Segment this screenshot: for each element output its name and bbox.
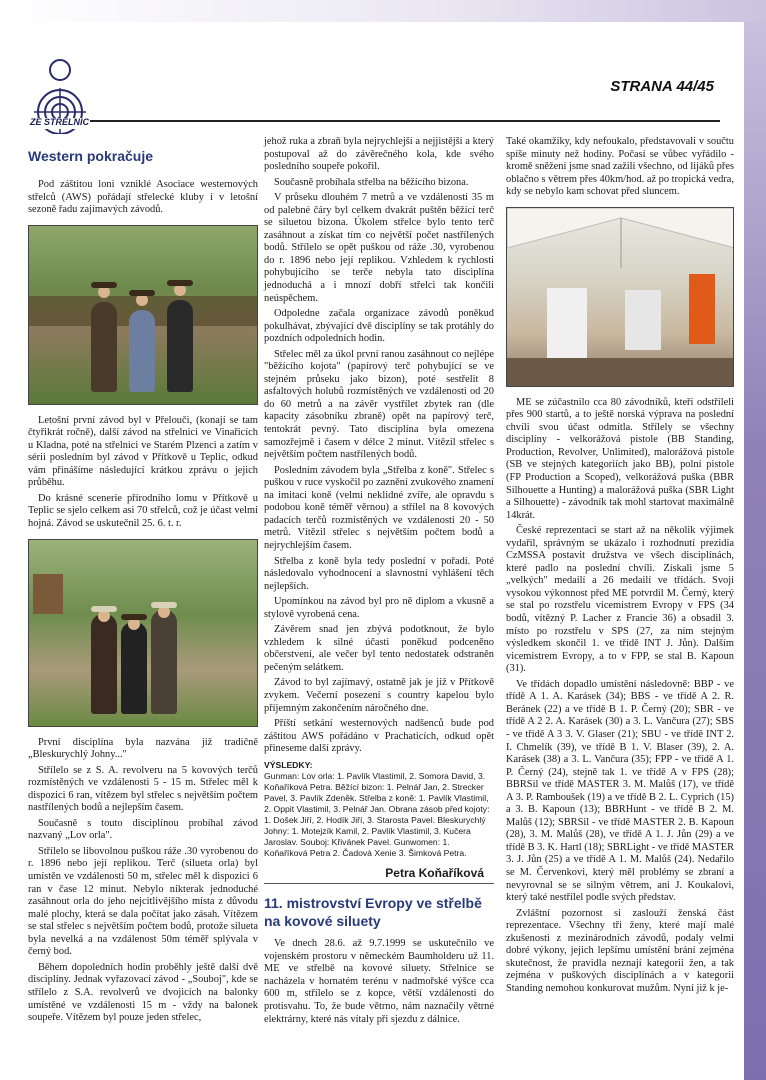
paragraph: První disciplína byla nazvána již tradičně „Bleskurychlý Johny..." [28, 736, 258, 761]
paragraph: Závěrem snad jen zbývá podotknout, že bylo vzhledem k silné účasti poněkud podceněno občerstvení, ale večer byl tento nedostatek odstraněn pečeným selátkem. [264, 624, 494, 673]
paragraph: Také okamžiky, kdy nefoukalo, představovali v součtu spíše minuty než hodiny. Počasí se vůbec vyřádilo - kromě sněžení jsme snad zažili všechno, od lijáků přes oblačno s větrem přes 40km/hod. až po tropická vedra, kdy se nebylo kam schovat před sluncem. [506, 136, 734, 198]
paragraph: V průseku dlouhém 7 metrů a ve vzdálenosti 35 m od palebné čáry byl celkem dvakrát puštěn běžící terč se siluetou bizona. Úkolem střelce bylo tento terč zasáhnout a získat tím co největší počet nastřílených bodů. Střílelo se opět puškou od ráže .30, vyrobenou do r. 1896 nebo její replikou. Vzhledem k rychlosti pohybujícího se terče nebyla tato disciplína jednoduchá a i mnozí dobří střelci tak končili neúspěchem. [264, 192, 494, 304]
magazine-page [20, 22, 744, 1072]
paragraph: jehož ruka a zbraň byla nejrychlejší a nejjistější a který postupoval až do závěrečného kola, kde svého posledního soupeře pokořil. [264, 136, 494, 173]
ze-strelnic-logo [30, 44, 90, 134]
paragraph: Současně probíhala střelba na běžícího bizona. [274, 176, 469, 188]
section-divider [264, 883, 494, 884]
column-2 [264, 136, 494, 1029]
article-title: Western pokračuje [28, 148, 154, 164]
paragraph: Ve třídách dopadlo umístění následovně: BBP - ve třídě A 1. A. Karásek (34); BBS - ve třídě A 2. R. Beránek (22) a ve třídě B 1. P. Černý (20); SBR - ve třídě A 2 2. A. Karásek (30) a 3. L. Vančura (27); SBS - ve třídě A 3 3. V. Glaser (21); SBU - ve třídě INT 2. I. Chmelík (39), ve třídě B 1. V. Blaser (39), 2. A. Karásek (38) a 3. L. Vančura (35); FPP - ve třídě A 1. P. Černý (24), stejně tak 1. ve třídě A v FPS (28); BBRSil ve třídě MASTER 3. M. Malůš (17), ve třídě A 3. P. Ramboušek (19) a ve třídě B 2. L. Cyprich (15) a 3. B. Kapoun (13); BBRHunt - ve třídě B 2. M. Malůš (12); SBRSil - ve třídě MASTER 2. B. Kapoun (28), 3. M. Malůš (28), ve třídě A 1. J. Jůn (29) a ve třídě B 3. K. Hartl (18); SBRLight - ve třídě MASTER 3. J. Jůn (25) a ve třídě A 1. M. Malůš (24). Nedařilo se M. Červenkovi, který měl problémy se zbraní a nevyrovnal se se silným větrem, ani J. Koukalovi, který také nestřílel podle svých představ. [506, 678, 734, 904]
results-text: Gunman: Lov orla: 1. Pavlík Vlastimil, 2. Somora David, 3. Koňaříková Petra. Běžící bizon: 1. Pelnář Jan, 2. Strecker Pavel, 3. Pavlík Zdeněk. Střelba z koně: 1. Pavlík Vlastimil, 2. Oppit Vlastimil, 3. Pelnář Jan. Obrana zásob před kojoty: 1. Došek Jiří, 2. Hodík Jiří, 3. Starosta Pavel. Bleskurychlý Johny: 1. Motejzík Kamil, 2. Pavlík Vlastimil, 3. Kučera Jaroslav. Souboj: Křivánek Pavel. Gunwomen: 1. Koňaříková Petra 2. Čadová Xenie 3. Šimková Petra. [264, 770, 490, 858]
paragraph: Odpoledne začala organizace závodů poněkud pokulhávat, zbývající dvě disciplíny se tak protáhly do pozdních odpoledních hodin. [264, 308, 494, 345]
column-1 [28, 148, 258, 1028]
paragraph: Během dopoledních hodin proběhly ještě další dvě disciplíny. Jednak vyřazovací závod - „Souboj", kde se střílelo z S.A. revolverů ve dvojicích na balonky umístěné ve vzdálenosti 15 m - vždy na balonek soupeře. Vítězem byl pouze jeden střelec, [28, 961, 258, 1024]
paragraph: Zvláštní pozornost si zaslouží ženská část reprezentace. Všechny tři ženy, které mají malé zkušenosti z mezinárodních závodů, podaly velmi dobré výkony, jejich lepšímu umístění brání zejména skutečnost, že pravidla neznají kategorii žen, a tak zejména v puškových disciplínách a v kategorii Standing nemohou konkurovat mužům. Nyní již k je- [506, 907, 734, 994]
photo-western-group [28, 539, 258, 727]
results-label: VÝSLEDKY: [264, 759, 313, 770]
photo-cowboys-trio [28, 225, 258, 405]
paragraph: Letošní první závod byl v Přelouči, (konají se tam čtyřikrát ročně), další závod na střelnici ve Vinařicích u Kladna, poté na střelnici ve Starém Plzenci a zatím v sérii posledním byl závod v Přítkově u Teplic, odkud vám přinášíme následující krátkou zprávu o jejich průběhu. [28, 414, 258, 489]
paragraph: Střelec měl za úkol první ranou zasáhnout co nejlépe "běžícího kojota" (papírový terč pohybující se ve stejném průseku jako bizon), poté sestřelit 8 asfaltových holubů rozmístěných ve vzdálenosti od 20 do 60 metrů a na závěr vystřílet zbytek ran (dle kapacity zásobníku zbraně) opět na papírový terč, tentokrát pevný. Tato disciplína byla omezena samozřejmě i časem v délce 2 minut. Vítězil střelec s největším počtem nastřílených bodů. [264, 348, 494, 461]
paragraph: České reprezentaci se start až na několik výjimek vydařil, správným se ukázalo i rozhodnutí prezidia CzMSSA postavit družstva ve všech disciplínách, které padlo na poslední chvíli. Získali jsme 5 „velkých" medailí a 26 medailí ve třídách. Svoji vysokou výkonnost před ME potvrdil M. Černý, který se stal po rozstřelu vicemistrem Evropy v FPS (34 bodů, vítězný P. Lacher z Francie 36) a obsadil 3. místo po rozstřelu v SPS (27, za ním stejným výsledkem skončil 1. ve třídě INT J. Jůn). Dalším vicemistrem Evropy, a to v FPP, se stal B. Kapoun (31). [506, 525, 734, 675]
paragraph: Současně s touto disciplínou probíhal závod nazvaný „Lov orla". [28, 817, 258, 842]
paragraph: Střelba z koně byla tedy poslední v pořadí. Poté následovalo vyhodnocení a slavnostní vyhlášení těch nejlepších. [264, 555, 494, 592]
paragraph: Příští setkání westernových nadšenců bude pod záštitou AWS pořádáno v Prachaticích, odkud opět přineseme další zprávy. [264, 718, 494, 755]
paragraph: Střílelo se libovolnou puškou ráže .30 vyrobenou do r. 1896 nebo její replikou. Terč (silueta orla) byl umístěn ve vzdálenosti 50 m, střelec měl k dispozici 6 ran v čase 12 minut. Nebylo nikterak jednoduché zasáhnout orla do jeho nejcitlivějšího místa z důvodu malé plochy, která se dala počítat jako zásah. Vítězem se stal střelec s největším počtem bodů, protože silueta byla nevelká a na vzdálenost 50m téměř splývala v černý bod. [28, 845, 258, 958]
top-color-band [0, 0, 766, 22]
column-3 [506, 136, 734, 998]
paragraph: Do krásné scenerie přírodního lomu v Přítkově u Teplic se sjelo celkem asi 70 střelců, což je účast velmi hojná. Závod se uskutečnil 25. 6. t. r. [28, 492, 258, 530]
paragraph: Ve dnech 28.6. až 9.7.1999 se uskutečnilo ve vojenském prostoru v německém Baumholderu už 11. ME ve střelbě na kovové siluety. Střelnice se nacházela v hornatém terénu v nadmořské výšce cca 600 m, střílelo se z kopce, větší vzdálenosti do protisvahu. To, že bude větrno, nám naznačily větrné elektrárny, které nás vítaly při sjezdu z dálnice. [264, 938, 494, 1025]
paragraph: Pod záštitou loni vzniklé Asociace westernových střelců (AWS) pořádají střelecké kluby i v letošní sezoně řadu zajímavých závodů. [28, 179, 258, 216]
paragraph: Posledním závodem byla „Střelba z koně". Střelec s puškou v ruce vyskočil po zaznění zvukového znamení na imitaci koně (velmi neklidné zvíře, ale opravdu s podobou koně téměř věrnou) a střílel na 8 kovových padacích terčů rozmístěných ve vzdálenosti 20 - 50 metrů. Vítězil střelec s největším počtem bodů a nejrychlejším časem. [264, 464, 494, 551]
paragraph: Upomínkou na závod byl pro ně diplom a vkusně a stylově vyrobená cena. [264, 596, 494, 620]
results-block [264, 760, 494, 859]
article-title: 11. mistrovství Evropy ve střelbě na kovové siluety [264, 895, 482, 930]
header-rule [90, 120, 720, 122]
author-signature: Petra Koňaříková [385, 865, 484, 880]
page-number: STRANA 44/45 [610, 78, 714, 95]
paragraph: Závod to byl zajímavý, ostatně jak je již v Přítkově zvykem. Večerní posezení s country kapelou bylo příjemným zakončením náročného dne. [264, 677, 494, 714]
paragraph: Střílelo se z S. A. revolveru na 5 kovových terčů rozmístěných ve vzdálenosti 5 - 15 m. Střelec měl k dispozici 6 ran, vítězem byl střelec s největším počtem nastřílených bodů a nejlepším časem. [28, 764, 258, 814]
logo-text: ZE STŘELNIC [30, 117, 90, 127]
paragraph: ME se zúčastnilo cca 80 závodníků, kteří odstříleli přes 900 startů, a to ještě norská výprava na poslední chvíli svou účast odmítla. Střílely se všechny disciplíny - velkorážová pistole (BB Standing, Production, Revolver, Unlimited), malorážová pistole (SB ve stejných kategoriích jako BB), polní pistole (FP Production a Scoped), velkorážová puška (BBR Silhouette a Hunting) a malorážová puška (SBR Light a Silhouette) - závodník tak mohl startovat maximálně 14krát. [506, 396, 734, 521]
photo-shooting-tent [506, 207, 734, 387]
right-color-band [744, 22, 766, 1080]
